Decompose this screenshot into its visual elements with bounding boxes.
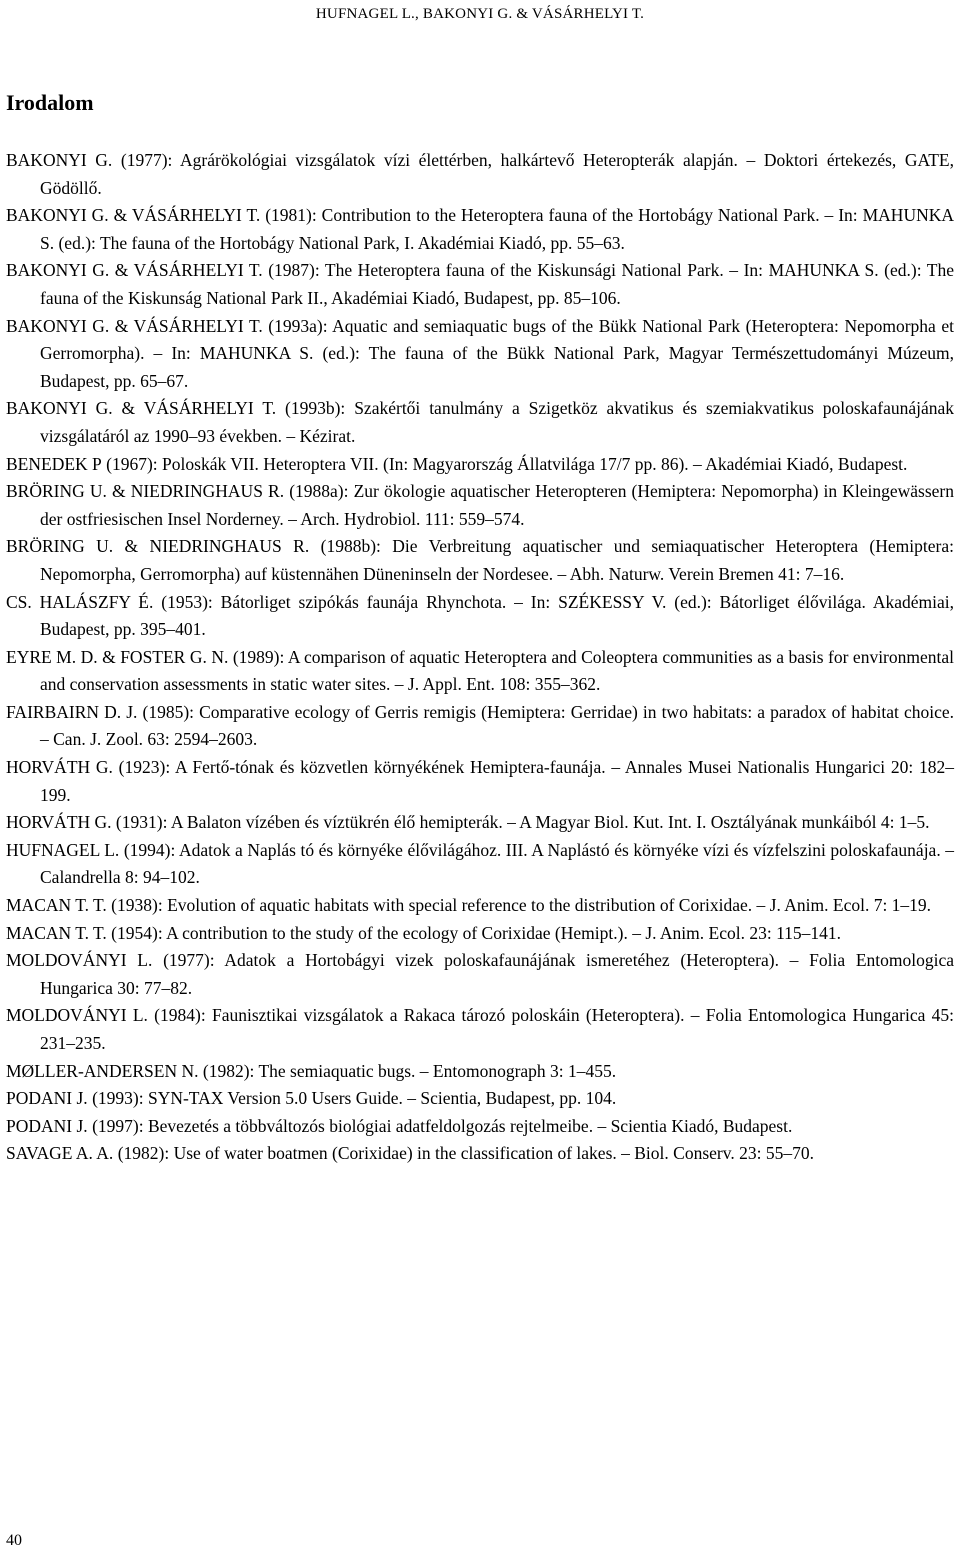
reference-item	[6, 589, 954, 644]
reference-authors: MØLLER-ANDERSEN N.	[6, 1060, 199, 1081]
reference-item	[6, 395, 954, 450]
reference-details: (1989): A comparison of aquatic Heteroptera and Coleoptera communities as a basis for environmental and conservation assessments in static water sites. – J. Appl. Ent. 108: 355–362.	[40, 646, 955, 695]
reference-item	[6, 257, 954, 312]
reference-details: (1954): A contribution to the study of the ecology of Corixidae (Hemipt.). – J. Anim. Ecol. 23: 115–141.	[106, 922, 842, 943]
reference-item	[6, 451, 954, 479]
reference-details: (1987): The Heteroptera fauna of the Kiskunsági National Park. – In: MAHUNKA S. (ed.): The fauna of the Kiskunság National Park II., Akadémiai Kiadó, Budapest, pp. 85–106.	[40, 260, 955, 308]
reference-item	[6, 1140, 954, 1168]
reference-item	[6, 1002, 954, 1057]
reference-details: (1967): Poloskák VII. Heteroptera VII. (In: Magyarország Állatvilága 17/7 pp. 86). – Akadémiai Kiadó, Budapest.	[101, 453, 908, 474]
section-title: Irodalom	[6, 90, 94, 115]
reference-item	[6, 754, 954, 809]
reference-item	[6, 313, 954, 396]
reference-authors: MACAN T. T.	[6, 895, 107, 916]
reference-item	[6, 809, 954, 837]
page-number: 40	[6, 1532, 22, 1549]
reference-details: (1984): Faunisztikai vizsgálatok a Rakaca tározó poloskáin (Heteroptera). – Folia Entomologica Hungarica 45: 231–235.	[40, 1005, 954, 1053]
reference-item	[6, 837, 954, 892]
reference-details: (1985): Comparative ecology of Gerris remigis (Hemiptera: Gerridae) in two habitats: a paradox of habitat choice. – Can. J. Zool. 63: 2594–2603.	[40, 701, 955, 750]
reference-details: (1994): Adatok a Naplás tó és környéke élővilágához. III. A Naplástó és környéke vízi és vízfelszini poloskafaunája. – Calandrella 8: 94–102.	[40, 839, 954, 888]
reference-authors: MOLDOVÁNYI L.	[6, 1005, 148, 1026]
reference-details: (1993b): Szakértői tanulmány a Szigetköz akvatikus és szemiakvatikus poloskafaunájának vizsgálatáról az 1990–93 években. – Kézirat.	[40, 398, 955, 446]
reference-list	[6, 147, 954, 1168]
reference-item	[6, 644, 954, 699]
reference-authors: MOLDOVÁNYI L.	[6, 950, 153, 971]
reference-authors: MACAN T. T.	[6, 922, 107, 943]
reference-details: (1938): Evolution of aquatic habitats with special reference to the distribution of Corixidae. – J. Anim. Ecol. 7: 1–19.	[106, 895, 932, 916]
reference-authors: SAVAGE A. A.	[6, 1143, 114, 1164]
reference-details: (1953): Bátorliget szipókás faunája Rhynchota. – In: SZÉKESSY V. (ed.): Bátorliget élővilága. Akadémiai, Budapest, pp. 395–401.	[40, 591, 954, 640]
reference-details: (1931): A Balaton vízében és víztükrén élő hemipterák. – A Magyar Biol. Kut. Int. I. Osztályának munkáiból 4: 1–5.	[111, 812, 930, 833]
reference-authors: HORVÁTH G.	[6, 812, 112, 833]
reference-item	[6, 892, 954, 920]
reference-authors: PODANI J.	[6, 1115, 88, 1136]
reference-details: (1982): The semiaquatic bugs. – Entomonograph 3: 1–455.	[198, 1060, 617, 1081]
reference-details: (1981): Contribution to the Heteroptera fauna of the Hortobágy National Park. – In: MAHUNKA S. (ed.): The fauna of the Hortobágy National Park, I. Akadémiai Kiadó, pp. 55–63.	[40, 205, 955, 253]
reference-details: (1997): Bevezetés a többváltozós biológiai adatfeldolgozás rejtelmeibe. – Scientia Kiadó, Budapest.	[87, 1115, 793, 1136]
reference-authors: BAKONYI G. & VÁSÁRHELYI T.	[6, 398, 277, 419]
reference-details: (1923): A Fertő-tónak és közvetlen környékének Hemiptera-faunája. – Annales Musei Nationalis Hungarici 20: 182–199.	[40, 757, 954, 805]
reference-details: (1993): SYN-TAX Version 5.0 Users Guide. – Scientia, Budapest, pp. 104.	[87, 1088, 617, 1109]
reference-details: (1988b): Die Verbreitung aquatischer und semiaquatischer Heteroptera (Hemiptera: Nepomorpha, Gerromorpha) auf küstennähen Düneninseln der Nordesee. – Abh. Naturw. Verein Bremen 41: 7–16.	[40, 536, 954, 584]
reference-item	[6, 533, 954, 588]
reference-authors: EYRE M. D. & FOSTER G. N.	[6, 646, 229, 667]
reference-authors: PODANI J.	[6, 1088, 88, 1109]
reference-details: (1977): Adatok a Hortobágyi vizek poloskafaunájának ismeretéhez (Heteroptera). – Folia Entomologica Hungarica 30: 77–82.	[40, 950, 955, 998]
reference-authors: BRÖRING U. & NIEDRINGHAUS R.	[6, 536, 310, 557]
running-head-text: HUFNAGEL L., BAKONYI G. & VÁSÁRHELYI T.	[315, 6, 645, 22]
reference-item	[6, 478, 954, 533]
reference-item	[6, 947, 954, 1002]
reference-authors: BAKONYI G. & VÁSÁRHELYI T.	[6, 260, 263, 281]
reference-details: (1982): Use of water boatmen (Corixidae) in the classification of lakes. – Biol. Conserv. 23: 55–70.	[113, 1143, 814, 1164]
reference-item	[6, 202, 954, 257]
reference-authors: FAIRBAIRN D. J.	[6, 701, 138, 722]
reference-authors: CS. HALÁSZFY É.	[6, 591, 154, 612]
reference-item	[6, 920, 954, 948]
reference-item	[6, 1113, 954, 1141]
running-head	[0, 6, 960, 23]
reference-authors: BRÖRING U. & NIEDRINGHAUS R.	[6, 481, 285, 502]
reference-item	[6, 147, 954, 202]
reference-details: (1988a): Zur ökologie aquatischer Heteropteren (Hemiptera: Nepomorpha) in Kleingewässern der ostfriesischen Insel Norderney. – Arch. Hydrobiol. 111: 559–574.	[40, 481, 954, 529]
reference-authors: HORVÁTH G.	[6, 757, 113, 778]
reference-details: (1977): Agrárökológiai vizsgálatok vízi élettérben, halkártevő Heteropterák alapján. – Doktori értekezés, GATE, Gödöllő.	[40, 150, 954, 198]
reference-authors: BAKONYI G. & VÁSÁRHELYI T.	[6, 315, 263, 336]
reference-authors: BAKONYI G. & VÁSÁRHELYI T.	[6, 205, 261, 226]
reference-authors: BAKONYI G.	[6, 150, 113, 170]
reference-authors: HUFNAGEL L.	[6, 839, 120, 860]
reference-details: (1993a): Aquatic and semiaquatic bugs of the Bükk National Park (Heteroptera: Nepomorpha et Gerromorpha). – In: MAHUNKA S. (ed.): The fauna of the Bükk National Park, Magyar Természettudományi Múzeum, Budapest, pp. 65–67.	[40, 315, 955, 391]
reference-authors: BENEDEK P	[6, 453, 102, 474]
reference-item	[6, 1085, 954, 1113]
reference-item	[6, 1058, 954, 1086]
reference-item	[6, 699, 954, 754]
